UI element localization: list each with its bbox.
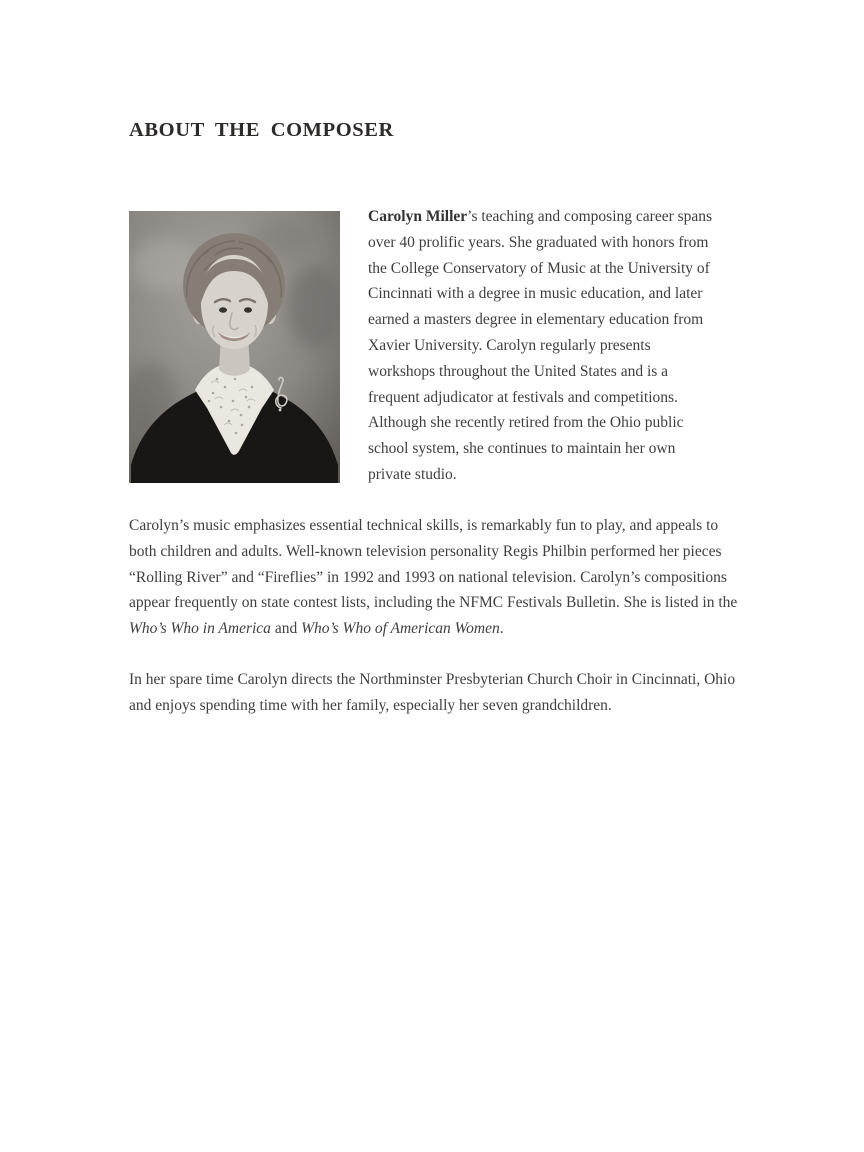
book-title-whos-who-in-america: Who’s Who in America — [129, 620, 271, 638]
book-title-whos-who-of-american-women: Who’s Who of American Women — [301, 620, 500, 638]
composer-name: Carolyn Miller — [368, 208, 468, 225]
bio-paragraph-2 — [129, 513, 745, 642]
bio-paragraph-2-text-2: and — [270, 620, 302, 638]
bio-intro-paragraph — [368, 204, 720, 488]
bio-intro-text: ’s teaching and composing career spans over 40 prolific years. She graduated with honors from the College Conservatory of Music at the University of Cincinnati with a degree in music education, and later earned a masters degree in elementary education from Xavier University. Carolyn regularly presents workshops throughout the United States and is a frequent adjudicator at festivals and competitions. Although she recently retired from the Ohio public school system, she continues to maintain her own private studio. — [368, 208, 713, 483]
composer-portrait-illustration — [129, 211, 340, 483]
page-title: ABOUT THE COMPOSER — [129, 119, 394, 141]
bio-paragraph-2-text-1: Carolyn’s music emphasizes essential technical skills, is remarkably fun to play, and appeals to both children and adults. Well-known television personality Regis Philbin performed her pieces “Rolling River” and “Fireflies” in 1992 and 1993 on national television. Carolyn’s compositions appear frequently on state contest lists, including the NFMC Festivals Bulletin. She is listed in the — [129, 517, 738, 612]
bio-paragraph-3: In her spare time Carolyn directs the Northminster Presbyterian Church Choir in Cincinnati, Ohio and enjoys spending time with her family, especially her seven grandchildren. — [129, 671, 736, 714]
bio-paragraph-2-text-3: . — [499, 620, 504, 638]
composer-photo — [129, 211, 340, 483]
